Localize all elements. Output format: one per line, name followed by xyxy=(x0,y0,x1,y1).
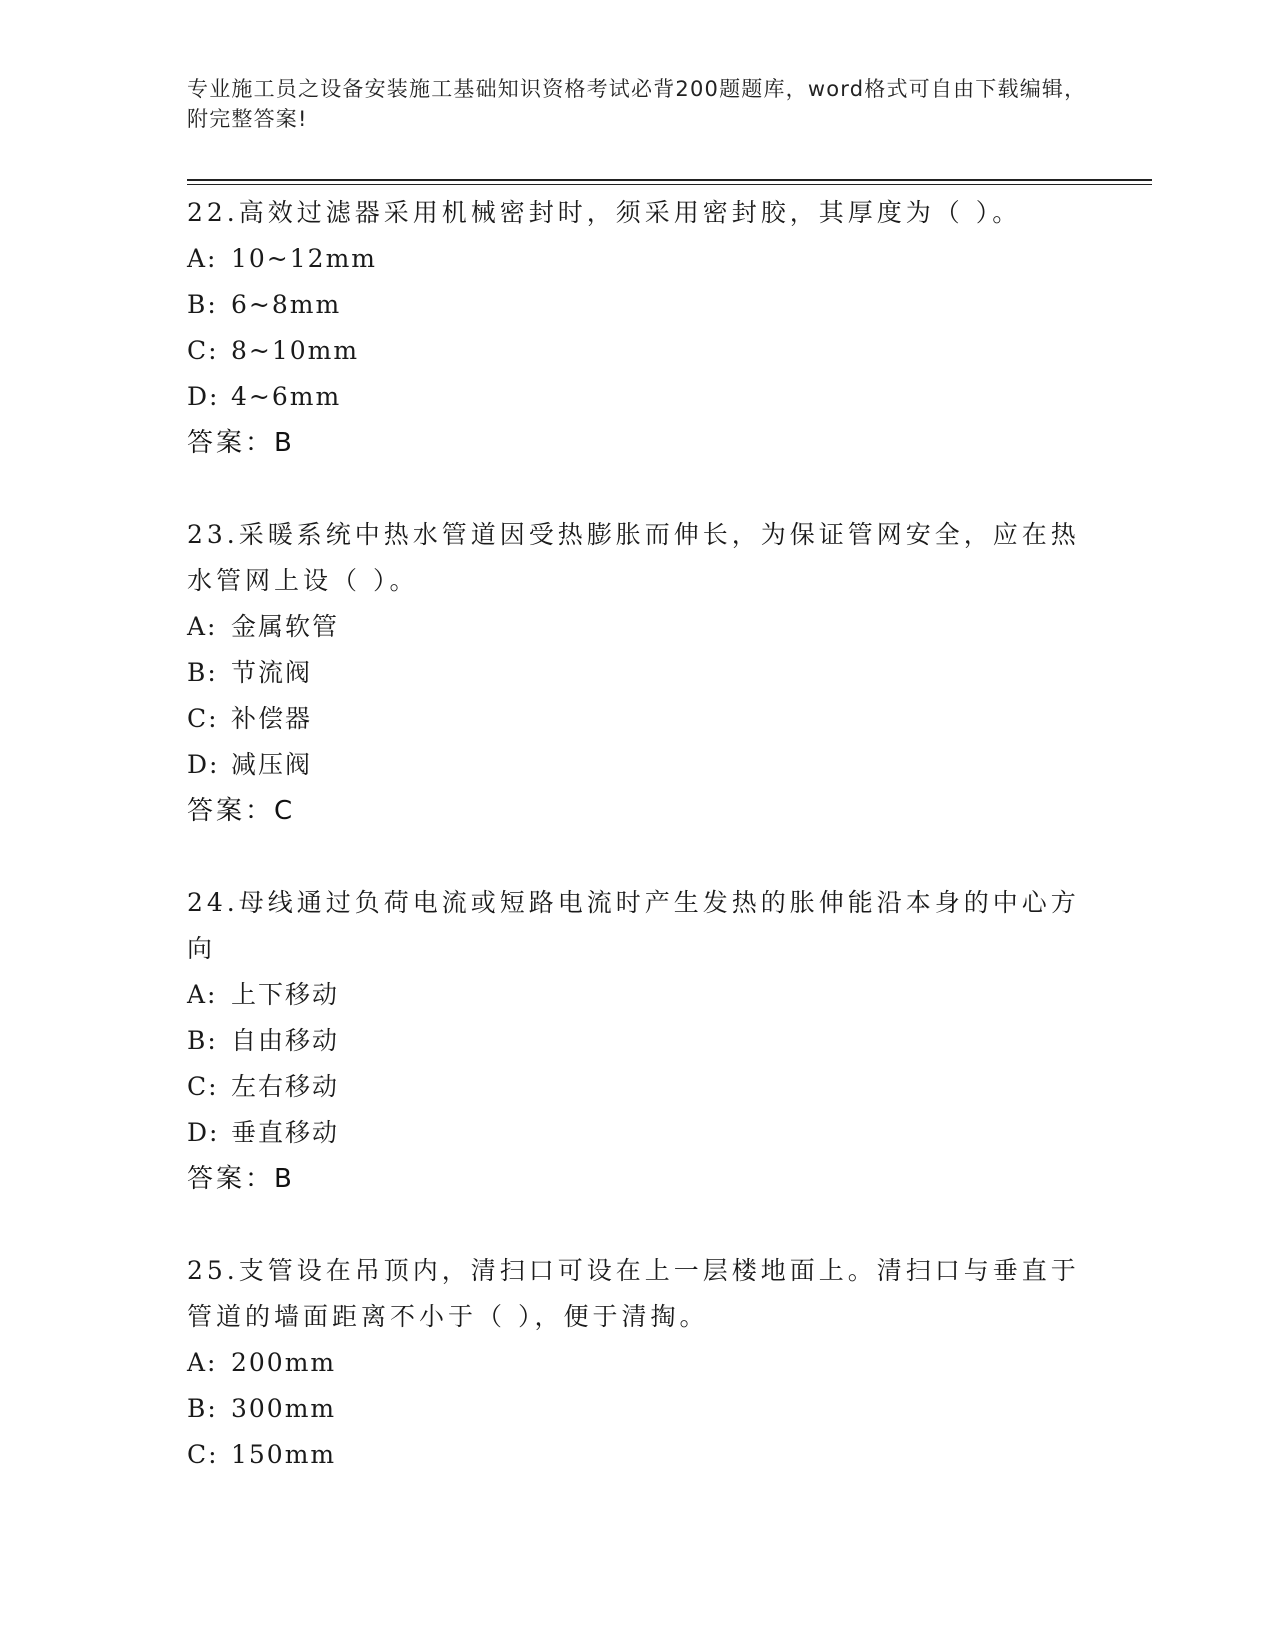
option-text: 300mm xyxy=(231,1394,337,1423)
option-letter: C: xyxy=(187,336,219,365)
question-23 xyxy=(187,512,1087,834)
option-letter: C: xyxy=(187,704,219,733)
option-b xyxy=(187,282,1087,328)
option-c xyxy=(187,1432,1087,1478)
option-letter: A: xyxy=(187,1348,218,1377)
answer-line: 答案：B xyxy=(187,1164,295,1194)
option-text: 补偿器 xyxy=(231,704,313,733)
option-text: 左右移动 xyxy=(231,1072,340,1101)
option-text: 4~6mm xyxy=(231,382,342,411)
option-text: 10~12mm xyxy=(231,244,377,273)
option-a xyxy=(187,236,1087,282)
option-text: 上下移动 xyxy=(231,980,340,1009)
question-stem: 25.支管设在吊顶内，清扫口可设在上一层楼地面上。清扫口与垂直于管道的墙面距离不小于（ ），便于清掏。 xyxy=(187,1256,1080,1331)
option-a xyxy=(187,972,1087,1018)
option-letter: D: xyxy=(187,750,220,779)
option-letter: C: xyxy=(187,1072,219,1101)
question-24 xyxy=(187,880,1087,1202)
option-letter: B: xyxy=(187,1026,218,1055)
option-d xyxy=(187,1110,1087,1156)
option-text: 金属软管 xyxy=(231,612,340,641)
answer-line: 答案：B xyxy=(187,428,295,458)
question-22 xyxy=(187,190,1087,466)
option-letter: D: xyxy=(187,1118,220,1147)
question-stem: 24.母线通过负荷电流或短路电流时产生发热的胀伸能沿本身的中心方向 xyxy=(187,888,1080,963)
option-text: 减压阀 xyxy=(231,750,313,779)
option-text: 8~10mm xyxy=(231,336,360,365)
option-text: 150mm xyxy=(231,1440,337,1469)
option-a xyxy=(187,1340,1087,1386)
option-text: 节流阀 xyxy=(231,658,313,687)
option-letter: A: xyxy=(187,980,218,1009)
question-25 xyxy=(187,1248,1087,1478)
header-rule-thick xyxy=(187,179,1152,181)
option-c xyxy=(187,328,1087,374)
option-letter: C: xyxy=(187,1440,219,1469)
question-stem: 22.高效过滤器采用机械密封时，须采用密封胶，其厚度为（ ）。 xyxy=(187,198,1022,227)
document-header: 专业施工员之设备安装施工基础知识资格考试必背200题题库，word格式可自由下载编辑，附完整答案! xyxy=(187,77,1087,131)
option-text: 垂直移动 xyxy=(231,1118,340,1147)
question-stem: 23.采暖系统中热水管道因受热膨胀而伸长，为保证管网安全，应在热水管网上设（ ）。 xyxy=(187,520,1080,595)
option-b xyxy=(187,1386,1087,1432)
option-d xyxy=(187,742,1087,788)
option-a xyxy=(187,604,1087,650)
option-d xyxy=(187,374,1087,420)
option-text: 200mm xyxy=(231,1348,337,1377)
answer-line: 答案：C xyxy=(187,796,296,826)
question-list xyxy=(187,190,1087,1524)
option-letter: B: xyxy=(187,290,218,319)
header-rule-thin xyxy=(187,184,1152,185)
option-letter: B: xyxy=(187,1394,218,1423)
option-text: 自由移动 xyxy=(231,1026,340,1055)
option-c xyxy=(187,696,1087,742)
option-letter: D: xyxy=(187,382,220,411)
option-b xyxy=(187,1018,1087,1064)
option-text: 6~8mm xyxy=(231,290,342,319)
option-letter: A: xyxy=(187,244,218,273)
option-b xyxy=(187,650,1087,696)
option-letter: B: xyxy=(187,658,218,687)
option-letter: A: xyxy=(187,612,218,641)
option-c xyxy=(187,1064,1087,1110)
